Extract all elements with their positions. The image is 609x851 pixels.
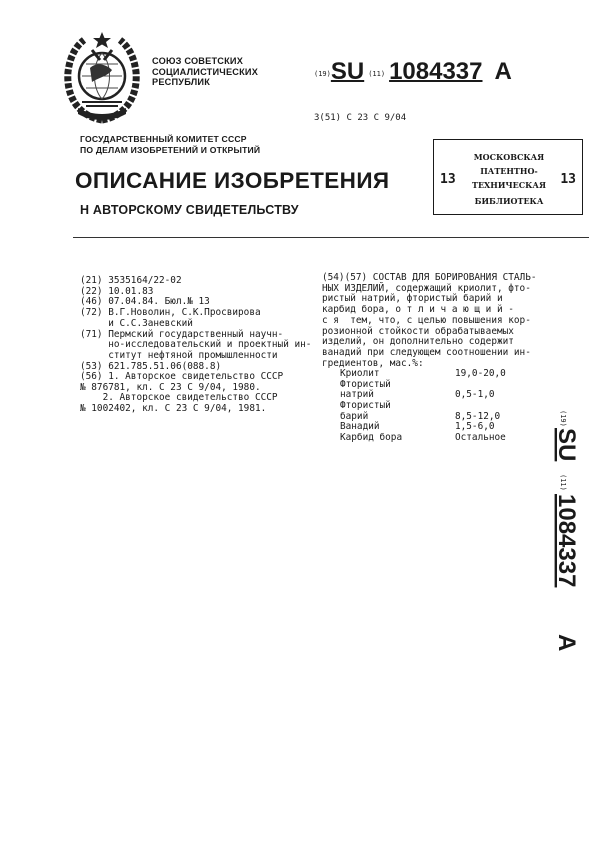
ipc-classification: 3(51) C 23 C 9/04	[314, 113, 407, 123]
component-name: барий	[340, 410, 369, 422]
side-document-kind: A	[553, 634, 580, 652]
union-name	[152, 56, 282, 88]
publication-number	[314, 58, 512, 88]
document-subtitle: Н АВТОРСКОМУ СВИДЕТЕЛЬСТВУ	[80, 203, 299, 217]
stamp-number-right: 13	[560, 172, 576, 187]
union-line: СОЦИАЛИСТИЧЕСКИХ	[152, 66, 259, 77]
code-19: (19)	[314, 70, 331, 78]
side-code-19: (19)	[559, 410, 567, 427]
component-value: Остальное	[455, 432, 506, 444]
side-country-code: SU	[553, 428, 580, 462]
country-code: SU	[330, 58, 365, 85]
stamp-line: БИБЛИОТЕКА	[474, 196, 544, 206]
component-value: 19,0-20,0	[455, 368, 506, 379]
stamp-line: МОСКОВСКАЯ	[473, 152, 545, 162]
vertical-publication-number	[535, 408, 580, 678]
component-value: 8,5-12,0	[455, 410, 501, 422]
committee-line: ГОСУДАРСТВЕННЫЙ КОМИТЕТ СССР	[80, 134, 247, 144]
side-code-11: (11)	[559, 474, 567, 491]
library-stamp	[433, 139, 583, 215]
component-name: Фтористый	[340, 378, 391, 390]
code-11: (11)	[368, 70, 386, 78]
component-value: 0,5-1,0	[455, 389, 495, 401]
committee-line: ПО ДЕЛАМ ИЗОБРЕТЕНИЙ И ОТКРЫТИЙ	[80, 144, 261, 155]
claim-text: (54)(57) СОСТАВ ДЛЯ БОРИРОВАНИЯ СТАЛЬ- НЫХ ИЗДЕЛИЙ, содержащий криолит, фто- ристый натрий, фтористый барий и карбид бора, о т л и ч а ю щ и й - с я тем, что, с целью повышения кор- розионной стойкости обрабатываемых изделий, он дополнительно содержит ванадий при следующем соотношении ин- гредиентов, мас.%:	[322, 272, 537, 369]
component-value: 1,5-6,0	[455, 421, 495, 433]
document-kind: A	[494, 58, 512, 85]
ussr-emblem-icon	[62, 30, 142, 126]
bibliographic-data: (21) 3535164/22-02 (22) 10.01.83 (46) 07.04.84. Бюл.№ 13 (72) В.Г.Новолин, С.К.Просвирова и С.С.Заневский (71) Пермский государственный научн- но-исследовательский и проектный ин- ститут нефтяной промышленности (53) 621.785.51.06(088.8)	[80, 275, 312, 372]
component-name: натрий	[340, 389, 374, 401]
component-name: Карбид бора	[340, 432, 403, 444]
committee-name	[80, 134, 260, 155]
cited-references: (56) 1. Авторское свидетельство СССР № 876781, кл. С 23 С 9/04, 1980. 2. Авторское свидетельство СССР № 1002402, кл. С 23 С 9/04, 1981.	[80, 371, 284, 415]
header-divider	[73, 237, 589, 238]
document-number: 1084337	[389, 58, 483, 85]
union-line: РЕСПУБЛИК	[152, 77, 211, 87]
union-line: СОЮЗ СОВЕТСКИХ	[152, 56, 244, 66]
document-title: ОПИСАНИЕ ИЗОБРЕТЕНИЯ	[75, 168, 390, 193]
stamp-line: ТЕХНИЧЕСКАЯ	[472, 180, 546, 190]
stamp-line: ПАТЕНТНО-	[480, 166, 538, 176]
component-name: Ванадий	[340, 421, 380, 433]
side-document-number: 1084337	[553, 494, 580, 588]
component-name: Фтористый	[340, 400, 391, 412]
stamp-number-left: 13	[440, 172, 456, 187]
component-name: Криолит	[340, 368, 380, 379]
